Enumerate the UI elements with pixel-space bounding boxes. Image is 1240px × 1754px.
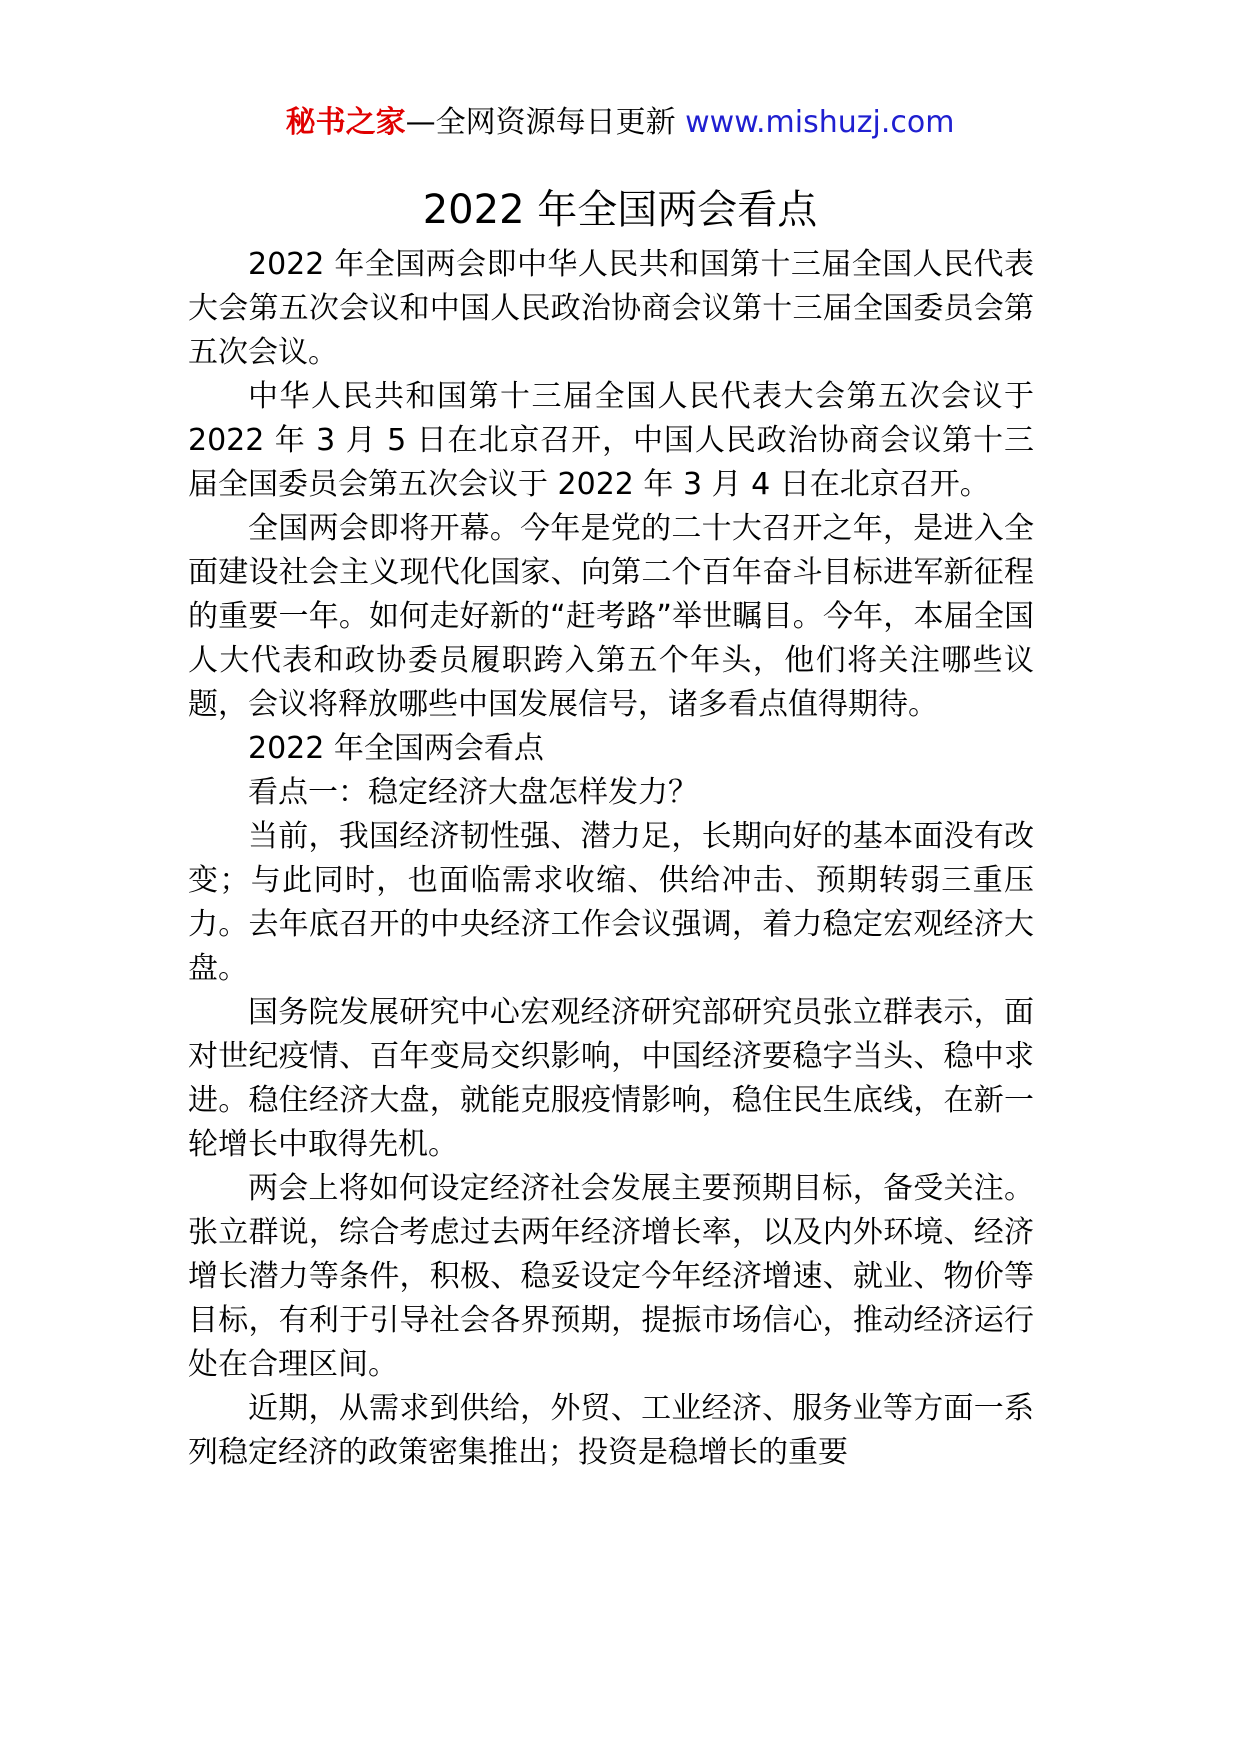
paragraph: 近期，从需求到供给，外贸、工业经济、服务业等方面一系列稳定经济的政策密集推出；投资是稳增长的重要	[188, 1391, 1034, 1470]
site-url-link[interactable]: www.mishuzj.com	[685, 105, 955, 140]
document-body	[188, 243, 1034, 1475]
paragraph: 2022 年全国两会即中华人民共和国第十三届全国人民代表大会第五次会议和中国人民政治协商会议第十三届全国委员会第五次会议。	[188, 247, 1034, 370]
section-heading: 2022 年全国两会看点	[248, 731, 544, 766]
paragraph: 全国两会即将开幕。今年是党的二十大召开之年，是进入全面建设社会主义现代化国家、向第二个百年奋斗目标进军新征程的重要一年。如何走好新的“赶考路”举世瞩目。今年，本届全国人大代表和政协委员履职跨入第五个年头，他们将关注哪些议题，会议将释放哪些中国发展信号，诸多看点值得期待。	[188, 511, 1034, 722]
brand-name: 秘书之家	[285, 105, 406, 140]
subsection-heading: 看点一：稳定经济大盘怎样发力？	[248, 775, 698, 810]
paragraph: 国务院发展研究中心宏观经济研究部研究员张立群表示，面对世纪疫情、百年变局交织影响，中国经济要稳字当头、稳中求进。稳住经济大盘，就能克服疫情影响，稳住民生底线，在新一轮增长中取得先机。	[188, 995, 1034, 1162]
paragraph: 两会上将如何设定经济社会发展主要预期目标，备受关注。张立群说，综合考虑过去两年经济增长率，以及内外环境、经济增长潜力等条件，积极、稳妥设定今年经济增速、就业、物价等目标，有利于引导社会各界预期，提振市场信心，推动经济运行处在合理区间。	[188, 1171, 1034, 1382]
paragraph: 当前，我国经济韧性强、潜力足，长期向好的基本面没有改变；与此同时，也面临需求收缩、供给冲击、预期转弱三重压力。去年底召开的中央经济工作会议强调，着力稳定宏观经济大盘。	[188, 819, 1034, 986]
site-header	[0, 100, 1240, 146]
header-tagline: —全网资源每日更新	[405, 105, 686, 140]
paragraph: 中华人民共和国第十三届全国人民代表大会第五次会议于 2022 年 3 月 5 日在北京召开，中国人民政治协商会议第十三届全国委员会第五次会议于 2022 年 3 月 4 日在北京召开。	[188, 379, 1034, 502]
document-title: 2022 年全国两会看点	[422, 187, 818, 233]
